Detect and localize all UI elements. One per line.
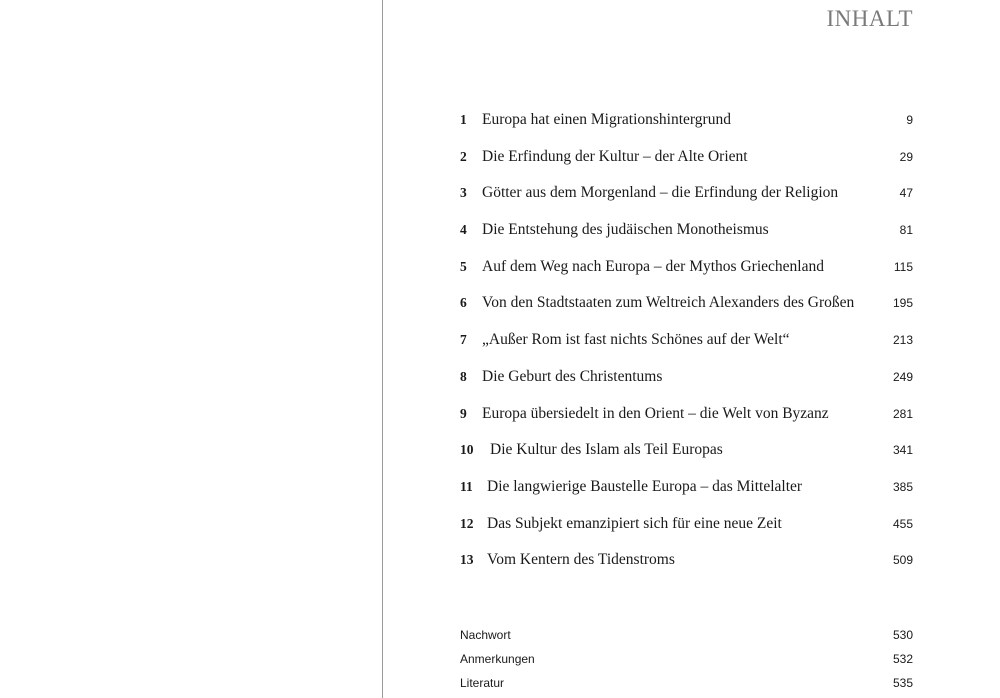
page-number: 29 (899, 149, 913, 164)
chapter-title: Von den Stadtstaaten zum Weltreich Alexanders des Großen (482, 294, 855, 312)
chapter-number: 3 (460, 185, 467, 201)
chapter-number: 1 (460, 112, 467, 127)
chapter-title: Die Geburt des Christentums (482, 367, 663, 385)
chapter-title: Vom Kentern des Tidenstroms (487, 551, 675, 569)
toc-entry (460, 477, 913, 514)
page-number: 535 (892, 676, 913, 690)
chapter-title: Die langwierige Baustelle Europa – das Mittelalter (487, 477, 803, 495)
page-number: 9 (906, 113, 913, 127)
toc-entry (460, 220, 913, 257)
page-number: 213 (892, 333, 913, 348)
chapter-title: Europa übersiedelt in den Orient – die Welt von Byzanz (482, 404, 829, 422)
chapter-number: 13 (460, 552, 474, 568)
chapter-number: 10 (460, 442, 474, 458)
backmatter-title: Anmerkungen (460, 652, 535, 666)
toc-entry (460, 550, 913, 587)
chapter-number: 7 (460, 332, 467, 348)
toc-entry (460, 367, 913, 404)
backmatter-title: Literatur (460, 676, 505, 690)
chapter-number: 11 (460, 478, 473, 494)
chapter-title: Auf dem Weg nach Europa – der Mythos Griechenland (482, 257, 824, 275)
chapter-title: Die Entstehung des judäischen Monotheismus (482, 221, 769, 239)
chapter-number: 6 (460, 295, 467, 311)
page-number: 115 (893, 259, 913, 274)
page-number: 47 (899, 186, 913, 201)
page-number: 509 (892, 553, 913, 568)
chapter-number: 9 (460, 405, 467, 421)
chapter-title: „Außer Rom ist fast nichts Schönes auf der Welt“ (482, 331, 790, 349)
left-page (0, 0, 382, 698)
chapter-number: 2 (460, 148, 467, 164)
chapter-number: 8 (460, 368, 467, 384)
chapter-number: 4 (460, 222, 467, 238)
right-page (383, 0, 1000, 698)
page-number: 341 (892, 443, 913, 458)
chapter-title: Das Subjekt emanzipiert sich für eine neue Zeit (487, 514, 782, 532)
toc-entry (460, 293, 913, 330)
toc-entry (460, 183, 913, 220)
chapter-title: Europa hat einen Migrationshintergrund (482, 111, 731, 128)
toc-entry (460, 257, 913, 294)
backmatter-entry (460, 628, 913, 652)
chapter-number: 12 (460, 515, 474, 531)
chapter-title: Die Erfindung der Kultur – der Alte Orient (482, 147, 748, 165)
page-number: 81 (899, 223, 913, 238)
chapter-number: 5 (460, 258, 467, 274)
backmatter-title: Nachwort (460, 628, 511, 642)
toc-entry (460, 110, 913, 147)
chapter-title: Götter aus dem Morgenland – die Erfindung der Religion (482, 184, 839, 202)
toc-entry (460, 514, 913, 551)
toc-entry (460, 404, 913, 441)
page-number: 249 (892, 369, 913, 384)
chapter-title: Die Kultur des Islam als Teil Europas (490, 441, 723, 459)
table-of-contents (460, 110, 913, 587)
page-number: 530 (892, 628, 913, 642)
page-number: 455 (892, 516, 913, 531)
toc-entry (460, 147, 913, 184)
page-number: 532 (892, 652, 913, 666)
backmatter-entry (460, 652, 913, 676)
backmatter-entry (460, 676, 913, 698)
toc-entry (460, 330, 913, 367)
page-number: 385 (892, 479, 913, 494)
page-number: 195 (892, 296, 913, 311)
page-number: 281 (892, 406, 913, 421)
page-title: INHALT (826, 6, 913, 31)
backmatter-list (460, 628, 913, 698)
toc-entry (460, 440, 913, 477)
